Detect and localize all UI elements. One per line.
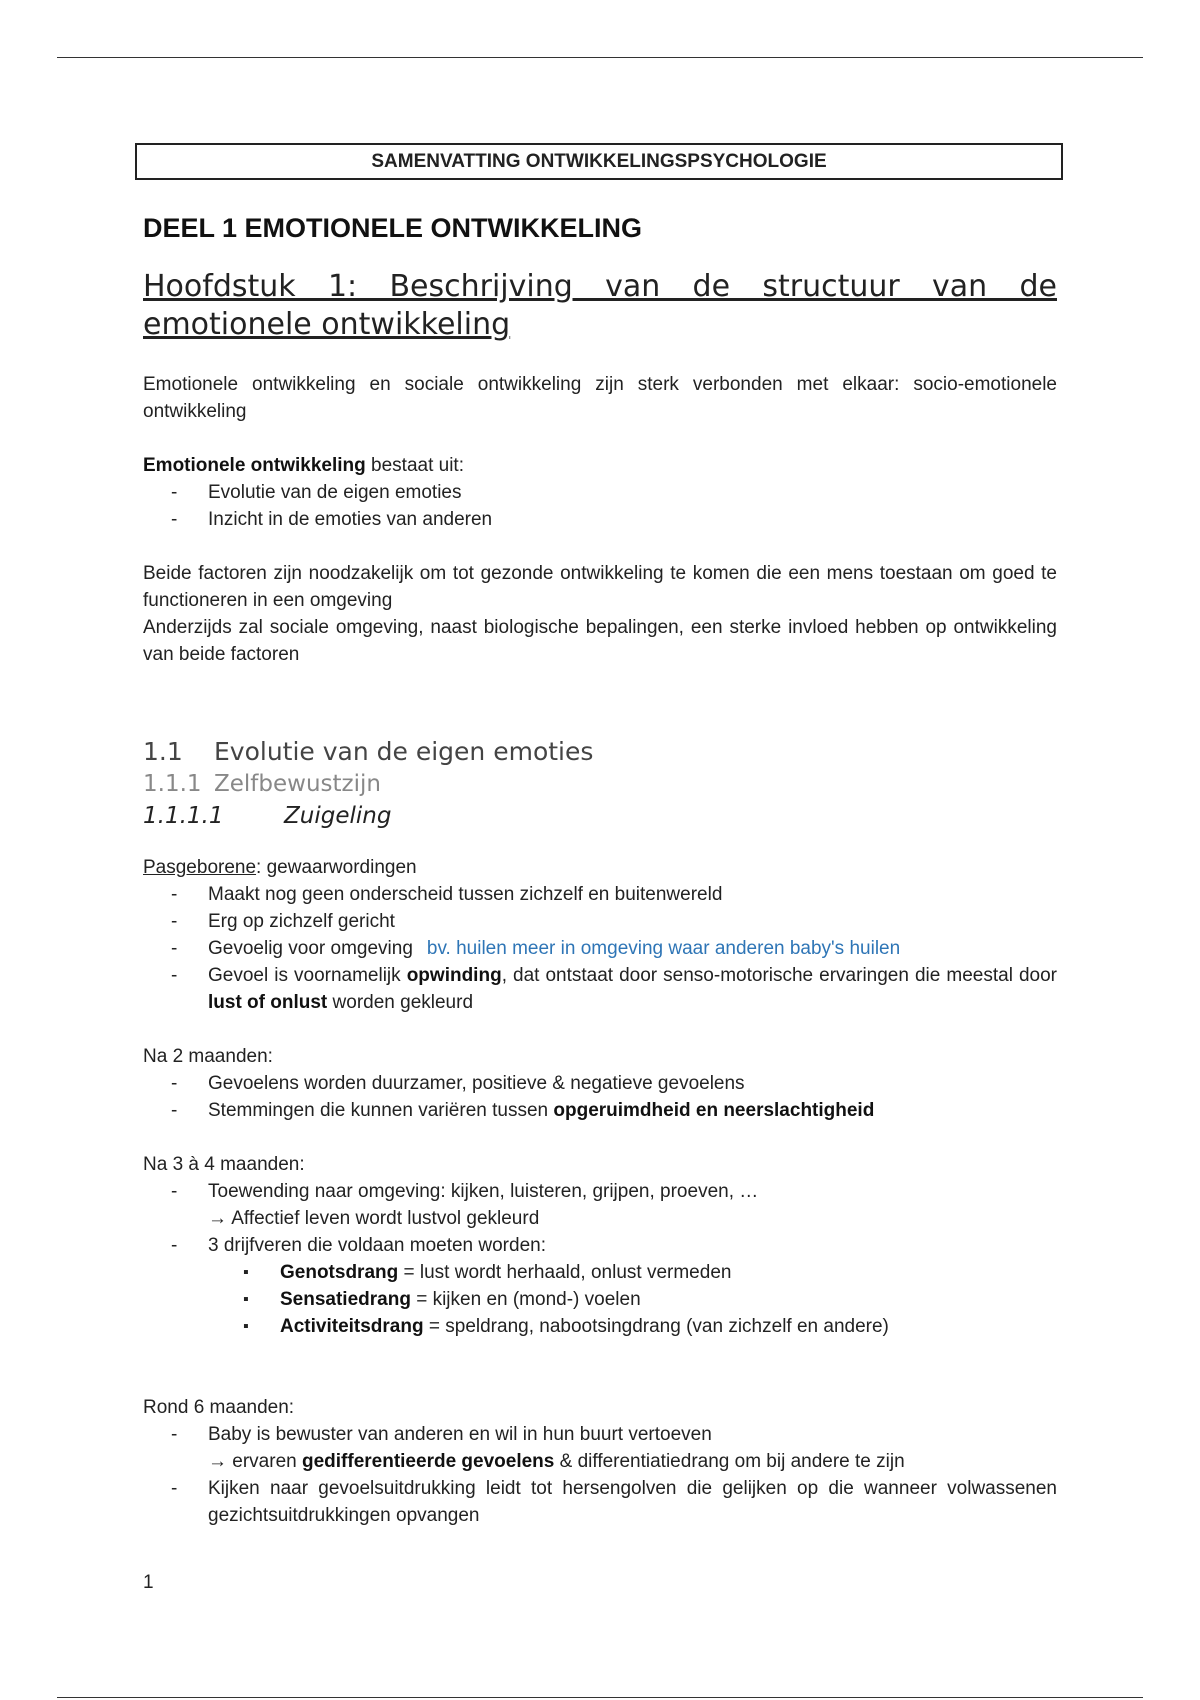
list-item: - Evolutie van de eigen emoties	[143, 479, 1057, 506]
header-rule	[57, 57, 1143, 58]
two-months-item2-part: Stemmingen die kunnen variëren tussen	[208, 1100, 554, 1121]
three-four-months-label: Na 3 à 4 maanden:	[143, 1154, 305, 1175]
part-heading: DEEL 1 EMOTIONELE ONTWIKKELING	[143, 213, 643, 243]
three-four-item1: Toewending naar omgeving: kijken, luisteren, grijpen, proeven, …	[208, 1181, 759, 1202]
section-title: Evolutie van de eigen emoties	[214, 737, 594, 766]
example-note: bv. huilen meer in omgeving waar anderen baby's huilen	[426, 938, 901, 959]
subsection-heading	[143, 768, 1057, 800]
list-item	[143, 1097, 1057, 1124]
subsubsection-title: Zuigeling	[284, 803, 392, 829]
factors-paragraph-2: Anderzijds zal sociale omgeving, naast biologische bepalingen, een sterke invloed hebben op ontwikkeling van beide factoren	[143, 617, 1057, 665]
six-months-sub-part: & differentiatiedrang om bij andere te zijn	[554, 1451, 905, 1472]
two-months-item2-bold: opgeruimdheid en neerslachtigheid	[553, 1100, 875, 1121]
list-item: - Gevoelens worden duurzamer, positieve & negatieve gevoelens	[143, 1070, 1057, 1097]
newborn-label-rest: : gewaarwordingen	[256, 857, 417, 878]
two-months-label: Na 2 maanden:	[143, 1046, 273, 1067]
drive-description: = kijken en (mond-) voelen	[410, 1289, 641, 1310]
subsubsection-heading	[143, 800, 1057, 832]
chapter-heading: Hoofdstuk 1: Beschrijving van de structuur van de emotionele ontwikkeling	[143, 269, 1057, 342]
drives-list	[143, 1259, 1057, 1340]
newborn-item4-bold: opwinding	[406, 965, 502, 986]
list-item: - Kijken naar gevoelsuitdrukking leidt tot hersengolven die gelijken op die wanneer volwassenen gezichtsuitdrukkingen opvangen	[143, 1475, 1057, 1529]
newborn-item4-part: worden gekleurd	[327, 992, 474, 1013]
three-four-item1-sub: → Affectief leven wordt lustvol gekleurd	[208, 1208, 540, 1229]
newborn-item4-bold: lust of onlust	[208, 992, 328, 1013]
newborn-label-underlined: Pasgeborene	[143, 857, 257, 878]
three-four-months-list	[143, 1178, 1057, 1259]
newborn-list	[143, 881, 1057, 1016]
document-title: SAMENVATTING ONTWIKKELINGSPSYCHOLOGIE	[135, 143, 1063, 180]
six-months-item1-sub	[208, 1448, 1057, 1475]
newborn-item3-text: Gevoelig voor omgeving	[208, 938, 413, 959]
list-item	[143, 1313, 1057, 1340]
drive-name: Sensatiedrang	[280, 1289, 411, 1310]
composition-label-bold: Emotionele ontwikkeling	[143, 455, 366, 476]
section-number: 1.1	[143, 737, 183, 766]
list-item	[143, 962, 1057, 1016]
factors-paragraph-1: Beide factoren zijn noodzakelijk om tot gezonde ontwikkeling te komen die een mens toestaan om goed te functioneren in een omgeving	[143, 563, 1057, 611]
drive-description: = lust wordt herhaald, onlust vermeden	[398, 1262, 732, 1283]
newborn-item4-part: , dat ontstaat door senso-motorische ervaringen die meestal door	[501, 965, 1057, 986]
drive-description: = speldrang, nabootsingdrang (van zichzelf en andere)	[423, 1316, 889, 1337]
newborn-item4-part: Gevoel is voornamelijk	[208, 965, 407, 986]
list-item	[143, 1178, 1057, 1232]
six-months-sub-part: → ervaren	[208, 1451, 302, 1472]
six-months-label: Rond 6 maanden:	[143, 1397, 295, 1418]
composition-label-rest: bestaat uit:	[365, 455, 464, 476]
list-item	[143, 1259, 1057, 1286]
section-heading	[143, 736, 1057, 768]
list-item	[143, 935, 1057, 962]
document-page	[143, 143, 1057, 1529]
two-months-list	[143, 1070, 1057, 1124]
subsubsection-number: 1.1.1.1	[143, 803, 224, 829]
drive-name: Genotsdrang	[280, 1262, 399, 1283]
list-item	[143, 1286, 1057, 1313]
list-item: - 3 drijfveren die voldaan moeten worden:	[143, 1232, 1057, 1259]
intro-paragraph: Emotionele ontwikkeling en sociale ontwikkeling zijn sterk verbonden met elkaar: socio-emotionele ontwikkeling	[143, 374, 1057, 422]
composition-list	[143, 479, 1057, 533]
page-number: 1	[143, 1572, 154, 1593]
six-months-sub-bold: gedifferentieerde gevoelens	[301, 1451, 555, 1472]
composition-label	[143, 452, 1057, 479]
newborn-label	[143, 854, 1057, 881]
list-item: - Erg op zichzelf gericht	[143, 908, 1057, 935]
subsection-number: 1.1.1	[143, 771, 202, 797]
list-item	[143, 1421, 1057, 1475]
subsection-title: Zelfbewustzijn	[214, 771, 381, 797]
drive-name: Activiteitsdrang	[280, 1316, 424, 1337]
list-item: - Inzicht in de emoties van anderen	[143, 506, 1057, 533]
footer-rule	[57, 1697, 1143, 1698]
six-months-list	[143, 1421, 1057, 1529]
six-months-item1: Baby is bewuster van anderen en wil in hun buurt vertoeven	[208, 1424, 712, 1445]
list-item: - Maakt nog geen onderscheid tussen zichzelf en buitenwereld	[143, 881, 1057, 908]
